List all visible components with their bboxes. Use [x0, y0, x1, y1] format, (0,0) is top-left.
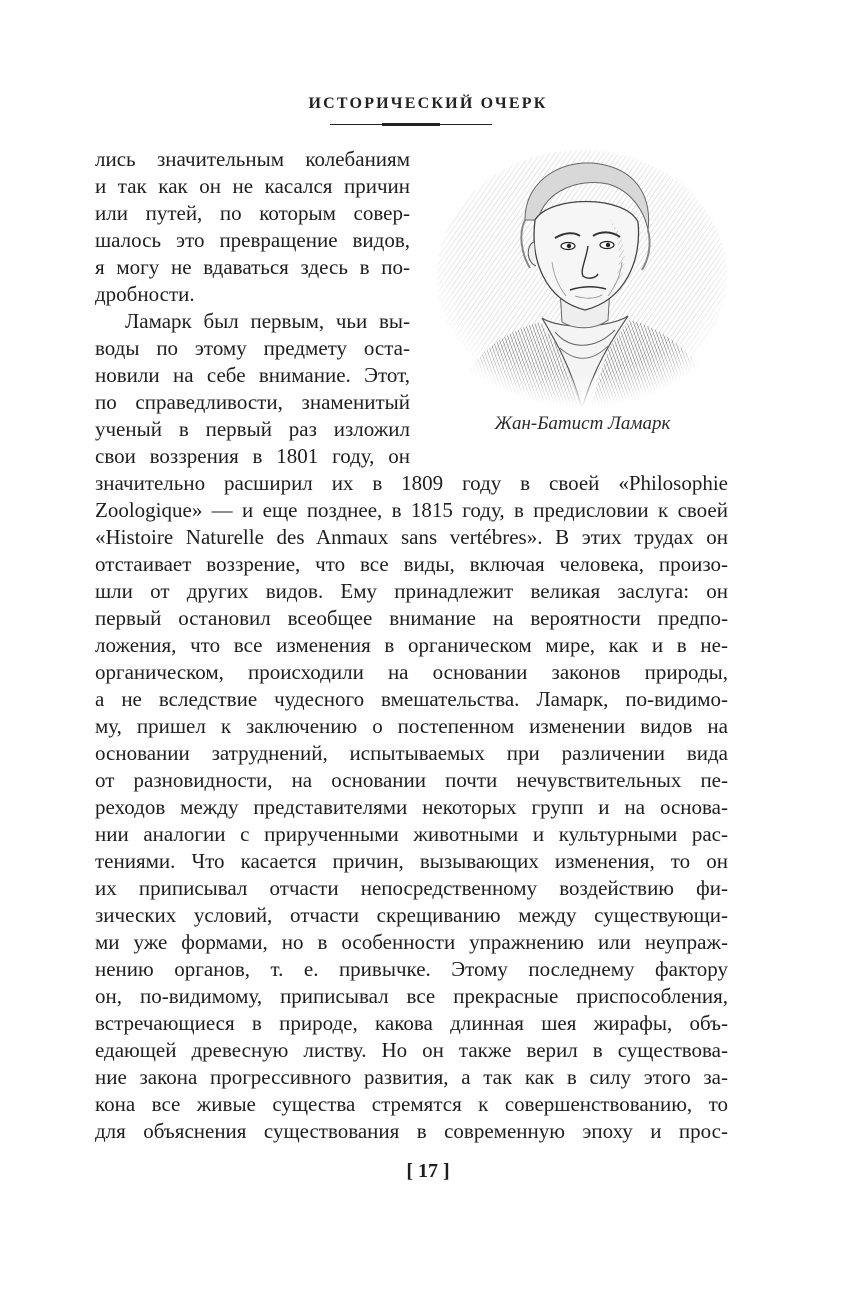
running-header: ИСТОРИЧЕСКИЙ ОЧЕРК: [308, 95, 548, 112]
text-line: ученый в первый раз изложил: [95, 417, 410, 441]
text-line: свои воззрения в 1801 году, он: [95, 444, 410, 468]
text-line: по справедливости, знаменитый: [95, 390, 410, 414]
portrait-engraving-icon: [430, 150, 735, 408]
text-line: он, по-видимому, приписывал все прекрасные приспособления,: [95, 984, 728, 1008]
text-line: едающей древесную листву. Но он также верил в существова-: [95, 1038, 728, 1062]
text-line: Zoologique» — и еще позднее, в 1815 году, в предисловии к своей: [95, 498, 728, 522]
paragraph-start-line: Ламарк был первым, чьи вы-: [125, 309, 410, 333]
text-line: нии аналогии с прирученными животными и культурными рас-: [95, 822, 728, 846]
text-line: встречающиеся в природе, какова длинная шея жирафы, объ-: [95, 1011, 728, 1035]
text-line: ми уже формами, но в особенности упражнению или неупраж-: [95, 930, 728, 954]
text-line: для объяснения существования в современную эпоху и прос-: [95, 1119, 728, 1143]
text-line: я могу не вдаваться здесь в по-: [95, 255, 410, 279]
text-line: ложения, что все изменения в органическом мире, как и в не-: [95, 633, 728, 657]
text-line: «Histoire Naturelle des Anmaux sans vertébres». В этих трудах он: [95, 525, 728, 549]
text-line: дробности.: [95, 282, 195, 306]
text-line: шалось это превращение видов,: [95, 228, 410, 252]
text-line: отстаивает воззрение, что все виды, включая человека, произо-: [95, 552, 728, 576]
text-line: лись значительным колебаниям: [95, 147, 410, 171]
text-line: шли от других видов. Ему принадлежит великая заслуга: он: [95, 579, 728, 603]
portrait-figure: [430, 150, 735, 408]
text-line: их приписывал отчасти непосредственному воздействию фи-: [95, 876, 728, 900]
text-line: нению органов, т. е. привычке. Этому последнему фактору: [95, 957, 728, 981]
text-line: новили на себе внимание. Этот,: [95, 363, 410, 387]
text-line: значительно расширил их в 1809 году в своей «Philosophie: [95, 471, 728, 495]
text-line: а не вследствие чудесного вмешательства. Ламарк, по-видимо-: [95, 687, 728, 711]
text-line: реходов между представителями некоторых групп и на основа-: [95, 795, 728, 819]
text-line: кона все живые существа стремятся к совершенствованию, то: [95, 1092, 728, 1116]
text-line: от разновидности, на основании почти нечувствительных пе-: [95, 768, 728, 792]
text-line: му, пришел к заключению о постепенном изменении видов на: [95, 714, 728, 738]
text-line: тениями. Что касается причин, вызывающих изменения, то он: [95, 849, 728, 873]
text-line: зических условий, отчасти скрещиванию между существующи-: [95, 903, 728, 927]
page-number: [ 17 ]: [406, 1160, 450, 1182]
header-rule-accent: [382, 123, 440, 126]
figure-caption: Жан-Батист Ламарк: [494, 413, 671, 434]
text-line: или путей, по которым совер-: [95, 201, 410, 225]
text-line: органическом, происходили на основании законов природы,: [95, 660, 728, 684]
text-line: основании затруднений, испытываемых при различении вида: [95, 741, 728, 765]
text-line: и так как он не касался причин: [95, 174, 410, 198]
text-line: воды по этому предмету оста-: [95, 336, 410, 360]
text-line: ние закона прогрессивного развития, а так как в силу этого за-: [95, 1065, 728, 1089]
text-line: первый остановил всеобщее внимание на вероятности предпо-: [95, 606, 728, 630]
